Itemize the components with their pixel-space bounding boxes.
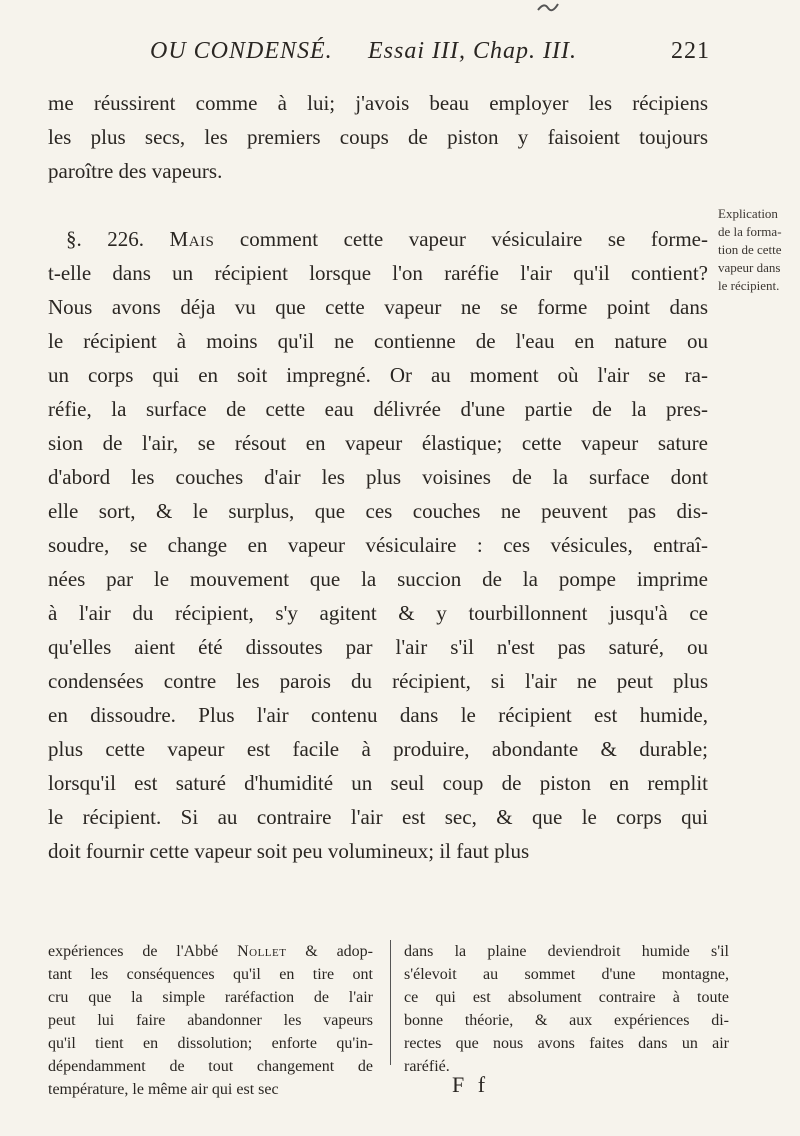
section-number: §. 226. — [66, 227, 170, 251]
footnote-line: dépendamment de tout changement de — [48, 1058, 373, 1075]
running-head-chapter: Essai III, Chap. III. — [368, 38, 577, 64]
margin-note-line: vapeur dans — [718, 260, 781, 275]
margin-note-line: tion de cette — [718, 242, 782, 257]
column-divider — [390, 940, 391, 1065]
text-line: condensées contre les parois du récipient, si l'air ne peut plus — [48, 669, 708, 693]
text-line: doit fournir cette vapeur soit peu volumineux; il faut plus — [48, 839, 530, 863]
text-line: les plus secs, les premiers coups de piston y faisoient toujours — [48, 125, 708, 149]
text-line: à l'air du récipient, s'y agitent & y tourbillonnent jusqu'à ce — [48, 601, 708, 625]
text-line: nées par le mouvement que la succion de la pompe imprime — [48, 567, 708, 591]
small-caps-name: Nollet — [237, 943, 287, 960]
margin-note-line: le récipient. — [718, 278, 780, 293]
footnote-line: s'élevoit au sommet d'une montagne, — [404, 966, 729, 983]
footnote-line: bonne théorie, & aux expériences di- — [404, 1012, 729, 1029]
text-span: comment cette vapeur vésiculaire se forme- — [214, 227, 708, 251]
text-line: t-elle dans un récipient lorsque l'on raréfie l'air qu'il contient? — [48, 261, 708, 285]
text-line: paroître des vapeurs. — [48, 159, 223, 183]
footnote-line: rectes que nous avons faites dans un air — [404, 1035, 729, 1052]
footnote-line: raréfié. — [404, 1058, 450, 1075]
footnote-line — [48, 940, 373, 963]
text-line — [48, 222, 708, 256]
footnote-line: ce qui est absolument contraire à toute — [404, 989, 729, 1006]
text-line: le récipient à moins qu'il ne contienne de l'eau en nature ou — [48, 329, 708, 353]
text-line: Nous avons déja vu que cette vapeur ne se forme point dans — [48, 295, 708, 319]
small-caps-word: Mais — [169, 227, 215, 251]
paragraph-gap — [48, 188, 708, 222]
text-line: lorsqu'il est saturé d'humidité un seul coup de piston en remplit — [48, 771, 708, 795]
text-line: sion de l'air, se résout en vapeur élastique; cette vapeur sature — [48, 431, 708, 455]
footnote-line: tant les conséquences qu'il en tire ont — [48, 966, 373, 983]
footnote-line: température, le même air qui est sec — [48, 1081, 279, 1098]
main-text — [48, 86, 708, 868]
footnote-column-right — [404, 940, 729, 1078]
text-line: soudre, se change en vapeur vésiculaire : ces vésicules, entraî- — [48, 533, 708, 557]
text-line: le récipient. Si au contraire l'air est sec, & que le corps qui — [48, 805, 708, 829]
footnote-line: qu'il tient en dissolution; enforte qu'in- — [48, 1035, 373, 1052]
paragraph-1 — [48, 86, 708, 188]
ornament-mark — [536, 0, 560, 14]
margin-note-line: de la forma- — [718, 224, 782, 239]
signature-mark: F f — [452, 1072, 490, 1097]
text-line: elle sort, & le surplus, que ces couches ne peuvent pas dis- — [48, 499, 708, 523]
footnote-column-left — [48, 940, 373, 1101]
margin-note — [718, 205, 798, 295]
text-line: en dissoudre. Plus l'air contenu dans le récipient est humide, — [48, 703, 708, 727]
text-line: un corps qui en soit impregné. Or au moment où l'air se ra- — [48, 363, 708, 387]
running-head-left: OU CONDENSÉ. — [150, 38, 333, 64]
text-line: qu'elles aient été dissoutes par l'air s'il n'est pas saturé, ou — [48, 635, 708, 659]
paragraph-226 — [48, 222, 708, 868]
text-line: réfie, la surface de cette eau délivrée d'une partie de la pres- — [48, 397, 708, 421]
page-number: 221 — [671, 38, 710, 64]
running-head — [150, 38, 710, 74]
text-line: plus cette vapeur est facile à produire, abondante & durable; — [48, 737, 708, 761]
text-span: expériences de l'Abbé — [48, 943, 238, 960]
text-line: d'abord les couches d'air les plus voisines de la surface dont — [48, 465, 708, 489]
margin-note-line: Explication — [718, 206, 778, 221]
text-span: & adop- — [286, 943, 373, 960]
footnote-line: dans la plaine deviendroit humide s'il — [404, 943, 729, 960]
footnote-line: cru que la simple raréfaction de l'air — [48, 989, 373, 1006]
text-line: me réussirent comme à lui; j'avois beau employer les récipiens — [48, 91, 708, 115]
footnote-line: peut lui faire abandonner les vapeurs — [48, 1012, 373, 1029]
